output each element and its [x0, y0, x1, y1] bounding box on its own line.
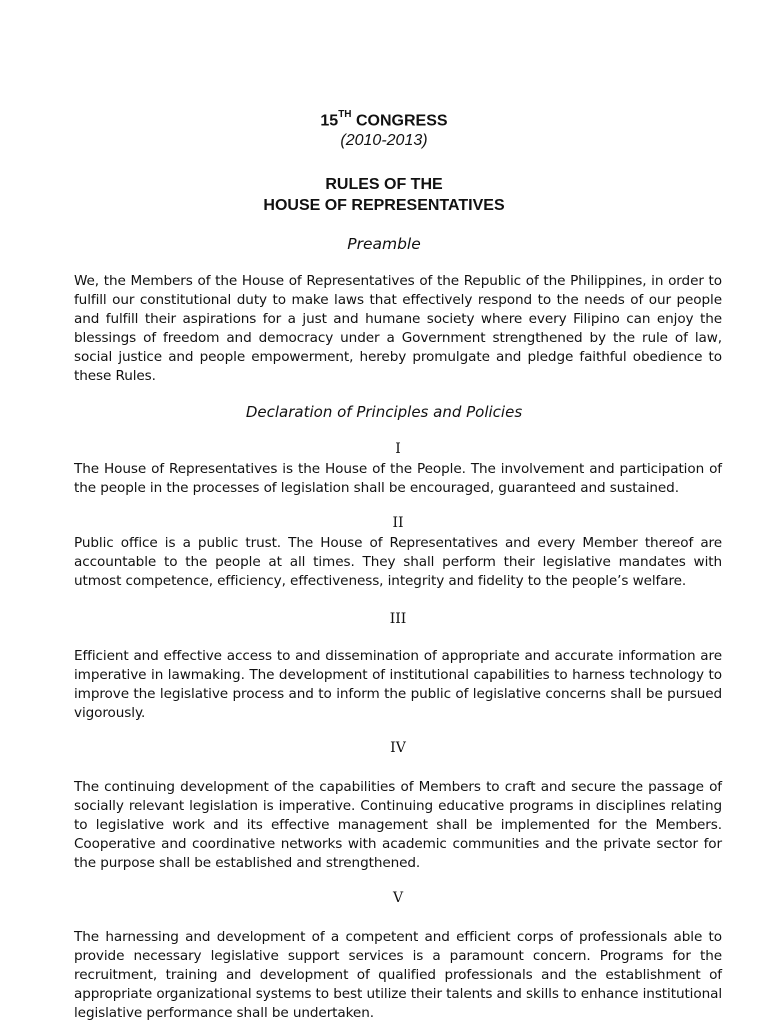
principle-text-2: Public office is a public trust. The House of Representatives and every Member thereof are accountable to the people at all times. They shall perform their legislative mandates with utmost competence, efficiency, effectiveness, integrity and fidelity to the people’s welfare. [74, 535, 722, 589]
principle-numeral-5: V [392, 890, 404, 906]
principle-numeral-3: III [389, 611, 407, 627]
principle-numeral-1: I [395, 441, 401, 457]
congress-number: 15 [320, 112, 339, 130]
principle-numeral-4: IV [390, 740, 406, 756]
declaration-heading: Declaration of Principles and Policies [245, 403, 523, 421]
congress-word: CONGRESS [356, 112, 448, 130]
congress-years: (2010-2013) [340, 132, 428, 149]
document-title-line1: RULES OF THE [325, 176, 443, 193]
congress-superscript: TH [338, 109, 352, 120]
document-title-line2: HOUSE OF REPRESENTATIVES [263, 197, 505, 214]
principle-text-4: The continuing development of the capabilities of Members to craft and secure the passage of socially relevant legislation is imperative. Continuing educative programs in disciplines relating to legislative work and its effective management shall be implemented for the Members. Cooperative and coordinative networks with academic communities and the private sector for the purpose shall be established and strengthened. [74, 779, 722, 871]
preamble-text: We, the Members of the House of Representatives of the Republic of the Philippines, in order to fulfill our constitutional duty to make laws that effectively respond to the needs of our people and fulfill their aspirations for a just and humane society where every Filipino can enjoy the blessings of freedom and democracy under a Government strengthened by the rule of law, social justice and people empowerment, hereby promulgate and pledge faithful obedience to these Rules. [74, 273, 722, 384]
principle-text-1: The House of Representatives is the House of the People. The involvement and participation of the people in the processes of legislation shall be encouraged, guaranteed and sustained. [74, 461, 722, 496]
principle-numeral-2: II [392, 515, 404, 531]
preamble-heading: Preamble [347, 235, 421, 253]
principle-text-5: The harnessing and development of a competent and efficient corps of professionals able to provide necessary legislative support services is a paramount concern. Programs for the recruitment, training and development of qualified professionals and the establishment of appropriate organizational systems to best utilize their talents and skills to enhance institutional legislative performance shall be undertaken. [74, 929, 722, 1021]
congress-heading [0, 111, 768, 130]
principle-text-3: Efficient and effective access to and dissemination of appropriate and accurate information are imperative in lawmaking. The development of institutional capabilities to harness technology to improve the legislative process and to inform the public of legislative concerns shall be pursued vigorously. [74, 648, 722, 721]
